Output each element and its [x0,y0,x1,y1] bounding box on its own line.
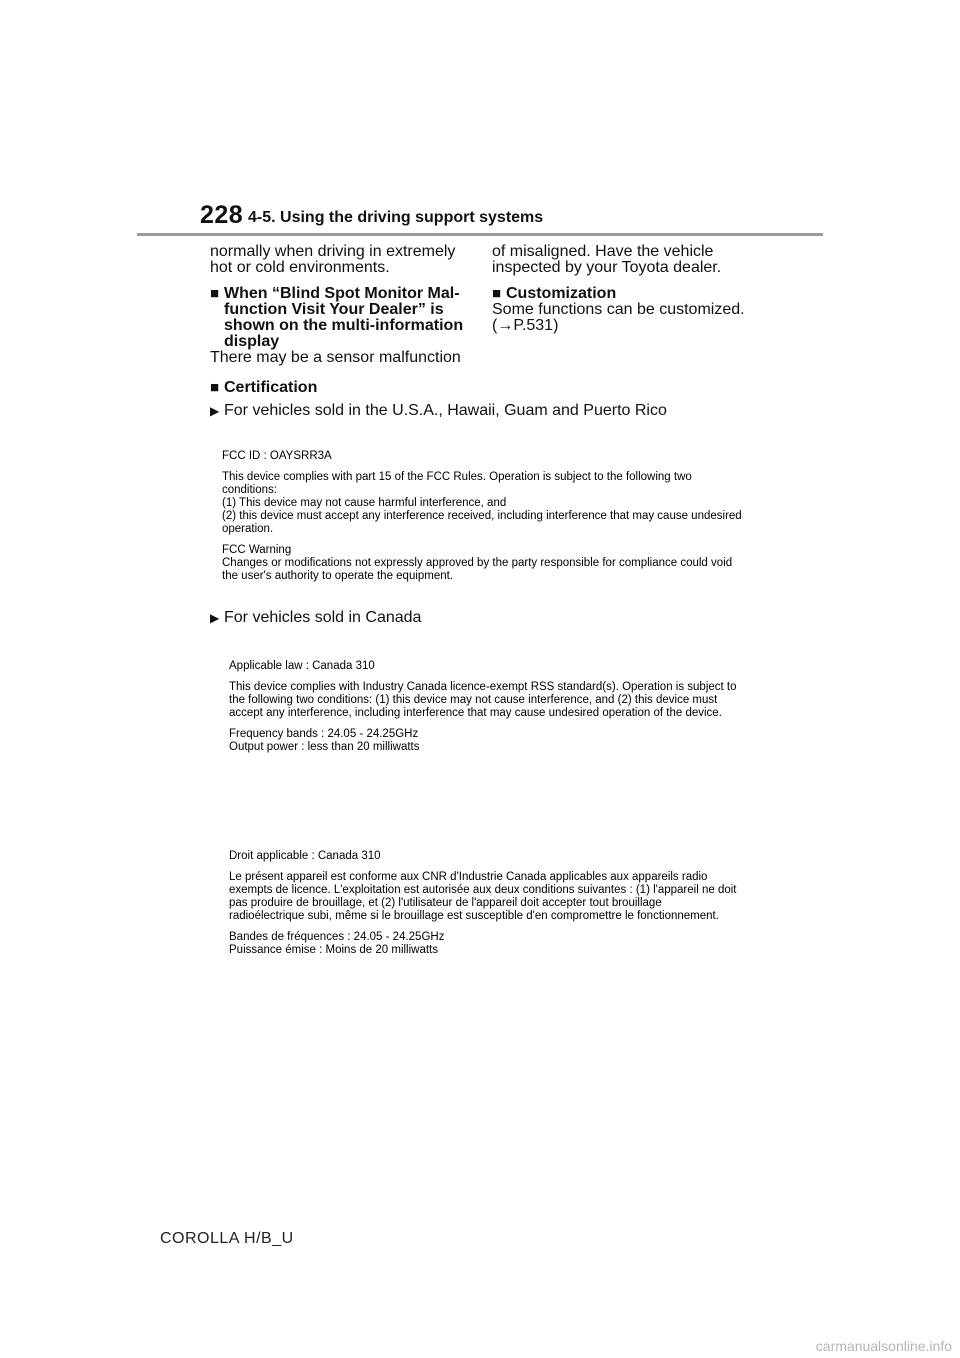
certification-heading [210,379,317,397]
right-column [492,244,762,334]
applicable-law: Applicable law : Canada 310 [229,660,375,672]
bandes-frequences: Bandes de fréquences : 24.05 - 24.25GHz [229,931,445,943]
cnr-paragraph: Le présent appareil est conforme aux CNR d'Industrie Canada applicables aux appareils radio exempts de licence. L'exploitation est autorisée aux deux conditions suivantes : (1) l'appareil ne doit pas produire de brouillage, et (2) l'utilisateur de l'appareil doit accepter tout brouillage radioélectrique subi, même si le brouillage est susceptible d'en compromettre le fonctionnement. [229,871,737,922]
ic-paragraph: This device complies with Industry Canada licence-exempt RSS standard(s). Operation is subject to the following two conditions: (1) this device may not cause interference, and (2) this device must accept any interference, including interference that may cause undesired operation of the device. [229,681,737,719]
customization-line-1: Some functions can be customized. [492,301,745,318]
square-bullet-icon: ■ [492,285,502,302]
left-column [210,244,475,366]
watermark: carmanualsonline.info [815,1338,952,1354]
heading-text: When “Blind Spot Monitor Mal-function Visit Your Dealer” is shown on the multi-information display [224,285,464,350]
square-bullet-icon: ■ [210,379,220,396]
left-intro-text: normally when driving in extremely hot or cold environments. [210,243,456,276]
usa-fcc-notice [222,450,742,583]
canada-notice-french [229,850,739,957]
page-number: 228 [200,201,244,229]
fcc-condition-2: (2) this device must accept any interference received, including interference that may cause undesired operation. [222,510,742,535]
frequency-bands: Frequency bands : 24.05 - 24.25GHz [229,728,419,740]
bullet-text: For vehicles sold in the U.S.A., Hawaii, Guam and Puerto Rico [224,402,667,419]
fcc-warning-title: FCC Warning [222,544,292,556]
square-bullet-icon: ■ [210,285,220,302]
fcc-condition-1: (1) This device may not cause harmful interference, and [222,497,507,509]
header-rule [137,233,823,236]
footer-model: COROLLA H/B_U [160,1230,294,1247]
bullet-text: For vehicles sold in Canada [224,609,422,626]
droit-applicable: Droit applicable : Canada 310 [229,850,381,862]
heading-text: Certification [224,379,318,396]
canada-bullet [210,609,421,627]
canada-notice-english [229,660,739,754]
sensor-malfunction-text: There may be a sensor malfunction [210,349,461,366]
customization-text [492,302,762,334]
fcc-id: FCC ID : OAYSRR3A [222,450,332,462]
output-power: Output power : less than 20 milliwatts [229,741,420,753]
page-reference-link[interactable]: (→P.531) [492,317,559,334]
arrow-bullet-icon: ▶ [210,611,220,625]
usa-bullet [210,402,667,420]
blind-spot-malfunction-heading [210,286,475,350]
fcc-paragraph: This device complies with part 15 of the FCC Rules. Operation is subject to the following two conditions: [222,471,692,496]
right-intro-text: of misaligned. Have the vehicle inspected by your Toyota dealer. [492,243,722,276]
puissance-emise: Puissance émise : Moins de 20 milliwatts [229,944,438,956]
heading-text: Customization [506,285,617,302]
arrow-bullet-icon: ▶ [210,404,220,418]
customization-heading [492,286,762,302]
section-title: 4-5. Using the driving support systems [248,209,544,226]
fcc-warning-text: Changes or modifications not expressly approved by the party responsible for compliance could void the user's authority to operate the equipment. [222,557,733,582]
